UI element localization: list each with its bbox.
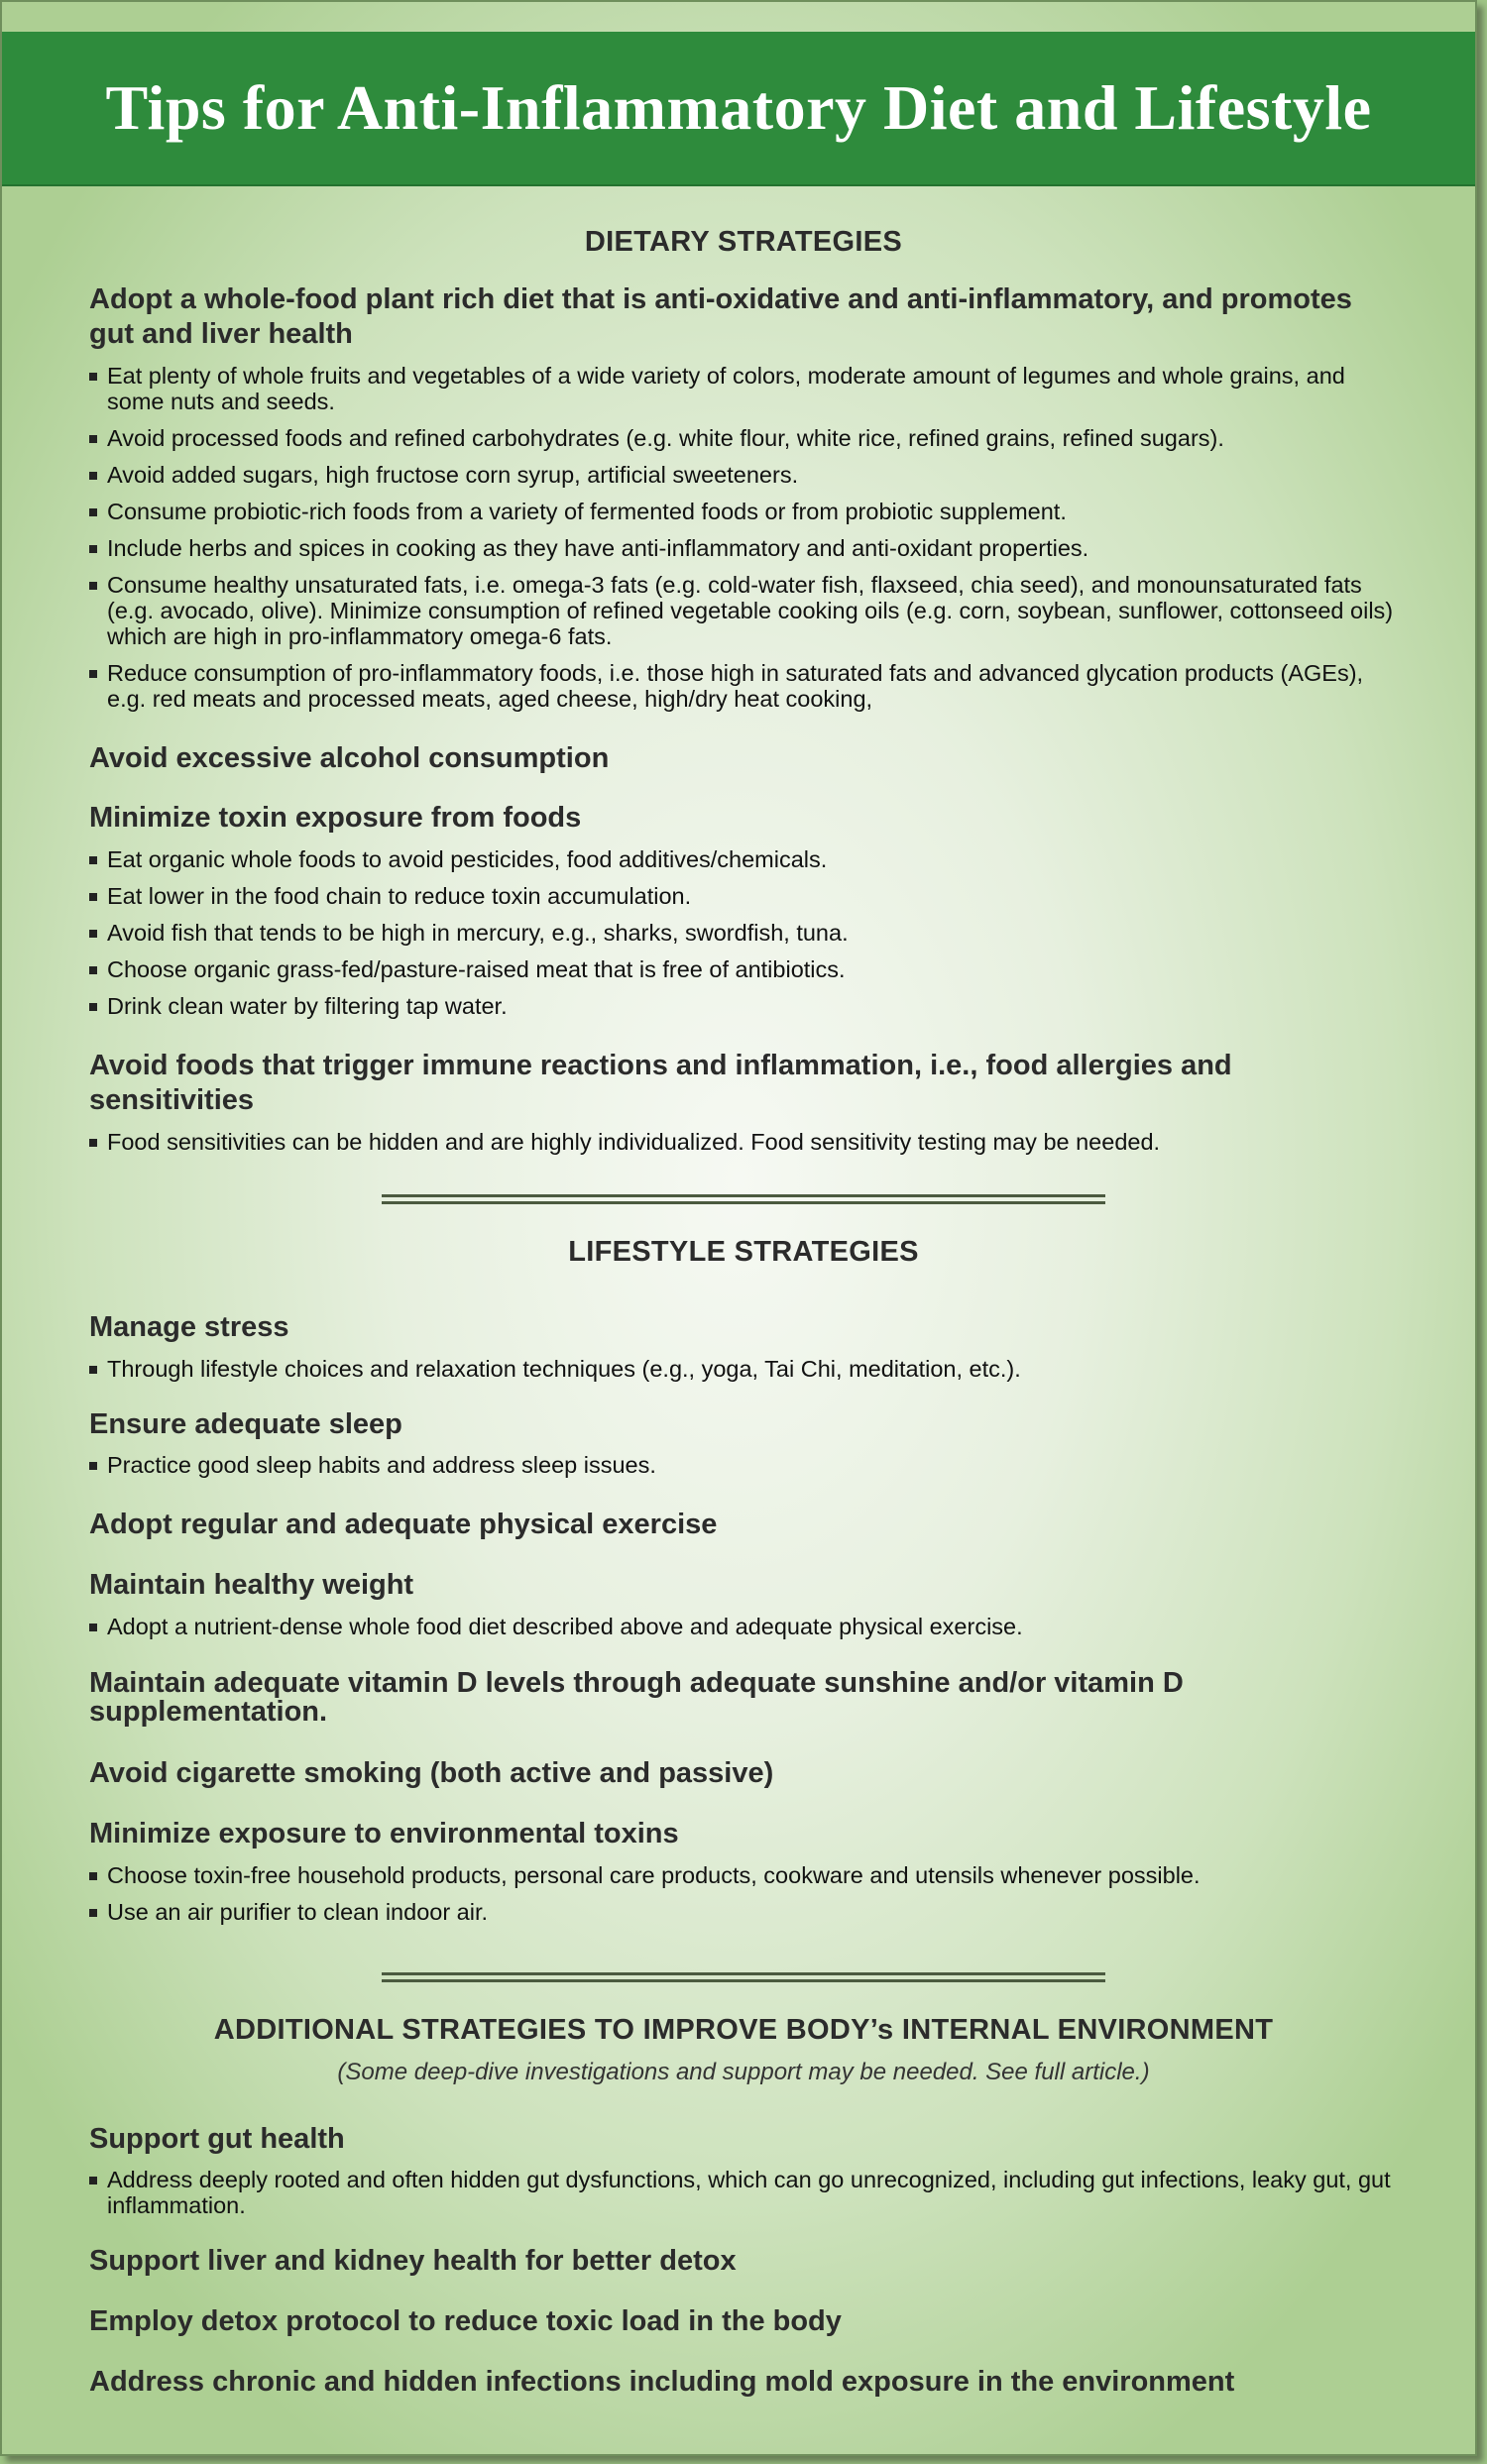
topic-title: Avoid cigarette smoking (both active and passive) — [89, 1756, 774, 1789]
bullet-list — [89, 363, 1398, 712]
bullet-list — [89, 1129, 1398, 1155]
list-item: Eat lower in the food chain to reduce toxin accumulation. — [89, 883, 1398, 909]
list-item: Address deeply rooted and often hidden gut dysfunctions, which can go unrecognized, including gut infections, leaky gut, gut inflammation. — [89, 2167, 1398, 2218]
section-heading-lifestyle: LIFESTYLE STRATEGIES — [568, 1235, 919, 1268]
list-item: Choose organic grass-fed/pasture-raised meat that is free of antibiotics. — [89, 956, 1398, 982]
topic — [89, 1568, 1398, 1639]
topic — [89, 1310, 1398, 1382]
section-heading-dietary: DIETARY STRATEGIES — [584, 226, 903, 258]
topic-title: Adopt a whole-food plant rich diet that is anti-oxidative and anti-inflammatory, and promotes gut and liver health — [89, 283, 1352, 350]
topic-title: Adopt regular and adequate physical exercise — [89, 1509, 718, 1541]
list-item: Avoid added sugars, high fructose corn syrup, artificial sweeteners. — [89, 462, 1398, 488]
topic-title: Support liver and kidney health for better detox — [89, 2245, 737, 2278]
list-item: Practice good sleep habits and address sleep issues. — [89, 1452, 1398, 1478]
list-item: Eat organic whole foods to avoid pesticides, food additives/chemicals. — [89, 846, 1398, 872]
topic — [89, 1666, 1398, 1728]
topic — [89, 1817, 1398, 1925]
bullet-list — [89, 1862, 1398, 1925]
topic-title: Avoid foods that trigger immune reactions and inflammation, i.e., food allergies and sensitivities — [89, 1050, 1232, 1116]
topic — [89, 2122, 1398, 2219]
topic — [89, 1508, 1398, 1542]
topic — [89, 1407, 1398, 1479]
list-item: Consume probiotic-rich foods from a variety of fermented foods or from probiotic supplement. — [89, 499, 1398, 524]
topic-title: Support gut health — [89, 2122, 345, 2155]
section-divider — [382, 1194, 1105, 1204]
list-item: Drink clean water by filtering tap water. — [89, 993, 1398, 1019]
list-item: Eat plenty of whole fruits and vegetables of a wide variety of colors, moderate amount of legumes and whole grains, and some nuts and seeds. — [89, 363, 1398, 414]
topic — [89, 2304, 1398, 2339]
topic — [89, 282, 1398, 712]
topic-title: Manage stress — [89, 1310, 289, 1343]
topic — [89, 1049, 1398, 1155]
content — [89, 186, 1398, 2400]
bullet-list — [89, 2167, 1398, 2218]
list-item: Use an air purifier to clean indoor air. — [89, 1899, 1398, 1925]
list-item: Adopt a nutrient-dense whole food diet described above and adequate physical exercise. — [89, 1614, 1398, 1639]
topic-title: Maintain healthy weight — [89, 1569, 414, 1602]
section-heading-additional: ADDITIONAL STRATEGIES TO IMPROVE BODY’s INTERNAL ENVIRONMENT — [213, 2013, 1274, 2046]
title-banner — [2, 32, 1475, 186]
list-item: Avoid fish that tends to be high in mercury, e.g., sharks, swordfish, tuna. — [89, 920, 1398, 946]
topic-title: Minimize exposure to environmental toxins — [89, 1817, 679, 1849]
bullet-list — [89, 846, 1398, 1019]
bullet-list — [89, 1356, 1398, 1382]
topic-title: Address chronic and hidden infections including mold exposure in the environment — [89, 2365, 1235, 2398]
list-item: Food sensitivities can be hidden and are highly individualized. Food sensitivity testing may be needed. — [89, 1129, 1398, 1155]
topic — [89, 1756, 1398, 1791]
section-note: (Some deep-dive investigations and support may be needed. See full article.) — [337, 2058, 1150, 2085]
topic-title: Ensure adequate sleep — [89, 1407, 402, 1440]
list-item: Through lifestyle choices and relaxation techniques (e.g., yoga, Tai Chi, meditation, etc.). — [89, 1356, 1398, 1382]
page-title: Tips for Anti-Inflammatory Diet and Lifestyle — [105, 72, 1372, 143]
list-item: Reduce consumption of pro-inflammatory foods, i.e. those high in saturated fats and advanced glycation products (AGEs), e.g. red meats and processed meats, aged cheese, high/dry heat cooking, — [89, 660, 1398, 712]
topic-title: Employ detox protocol to reduce toxic load in the body — [89, 2305, 842, 2338]
topic — [89, 2365, 1398, 2400]
list-item: Avoid processed foods and refined carbohydrates (e.g. white flour, white rice, refined grains, refined sugars). — [89, 425, 1398, 451]
bullet-list — [89, 1614, 1398, 1639]
topic-title: Minimize toxin exposure from foods — [89, 802, 582, 835]
bullet-list — [89, 1452, 1398, 1478]
topic — [89, 741, 1398, 776]
topic — [89, 2244, 1398, 2279]
section-divider — [382, 1972, 1105, 1982]
topic-title: Maintain adequate vitamin D levels through adequate sunshine and/or vitamin D supplementation. — [89, 1666, 1184, 1728]
topic-title: Avoid excessive alcohol consumption — [89, 741, 610, 774]
list-item: Consume healthy unsaturated fats, i.e. omega-3 fats (e.g. cold-water fish, flaxseed, chia seed), and monounsaturated fats (e.g. avocado, olive). Minimize consumption of refined vegetable cooking oils (e.g. corn, soybean, sunflower, cottonseed oils) which are high in pro-inflammatory omega-6 fats. — [89, 572, 1398, 649]
topic — [89, 801, 1398, 1019]
list-item: Include herbs and spices in cooking as they have anti-inflammatory and anti-oxidant properties. — [89, 535, 1398, 561]
list-item: Choose toxin-free household products, personal care products, cookware and utensils whenever possible. — [89, 1862, 1398, 1888]
